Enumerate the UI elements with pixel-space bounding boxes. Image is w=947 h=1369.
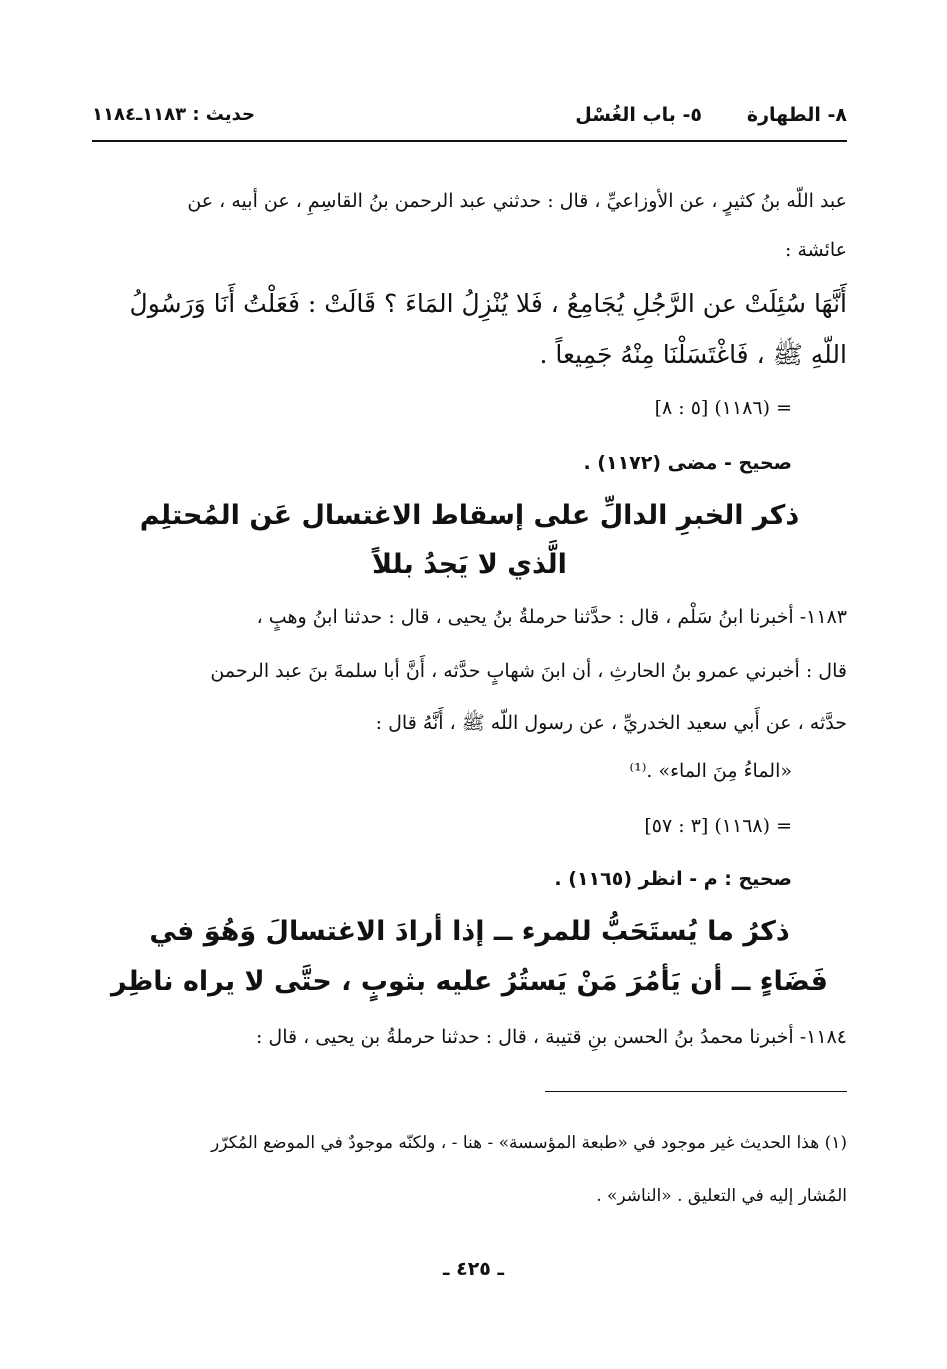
matn-line: اللّهِ ﷺ ، فَاغْتَسَلْنَا مِنْهُ جَمِيعاً . (539, 340, 847, 369)
header-divider (92, 140, 847, 142)
hadith-grade: صحيح : م - انظر (١١٦٥) . (554, 868, 792, 890)
isnad-line: قال : أخبرني عمرو بنُ الحارثِ ، أن ابنَ شهابٍ حدَّثه ، أَنَّ أبا سلمةَ بنَ عبد الرحمن (210, 660, 847, 682)
matn-line: «الماءُ مِنَ الماء» .⁽¹⁾ (629, 760, 792, 782)
chapter-title: ٨- الطهارة (746, 104, 847, 126)
chapter-heading: ذكر الخبرِ الدالِّ على إسقاط الاغتسال عَن المُحتلِم (139, 500, 800, 531)
chapter-heading: ذكرُ ما يُستَحَبُّ للمرء ــ إذا أرادَ الاغتسالَ وَهُوَ في (149, 916, 790, 947)
isnad-line: عائشة : (785, 239, 847, 261)
isnad-line: عبد اللّه بنُ كثيرٍ ، عن الأوزاعيِّ ، قال : حدثني عبد الرحمن بنُ القاسِمِ ، عن أبيه ، عن (187, 190, 847, 212)
running-header (92, 104, 847, 134)
isnad-line: ١١٨٣- أخبرنا ابنُ سَلْم ، قال : حدَّثنا حرملةُ بنُ يحيى ، قال : حدثنا ابنُ وهبٍ ، (256, 606, 847, 628)
isnad-line: حدَّثه ، عن أَبي سعيد الخدريِّ ، عن رسول اللّه ﷺ ، أَنَّهُ قال : (375, 712, 847, 734)
footnote-text: المُشار إليه في التعليق . «الناشر» . (596, 1186, 847, 1206)
footnote-text: (١) هذا الحديث غير موجود في «طبعة المؤسسة» - هنا - ، ولكنّه موجودٌ في الموضع المُكرّر (211, 1133, 847, 1153)
page-number: ـ ٤٢٥ ـ (442, 1258, 504, 1280)
section-title: ٥- باب الغُسْل (575, 104, 702, 126)
cross-reference: = (١١٦٨) [٣ : ٥٧] (644, 815, 792, 837)
matn-line: أَنَّهَا سُئِلَتْ عن الرَّجُلِ يُجَامِعُ ، فَلا يُنْزِلُ المَاءَ ؟ قَالَتْ : فَعَلْتُ أَنَا وَرَسُولُ (129, 289, 847, 318)
cross-reference: = (١١٨٦) [٥ : ٨] (654, 397, 792, 419)
chapter-heading: فَضَاءٍ ــ أن يَأمُرَ مَنْ يَستُرُ عليه بثوبٍ ، حتَّى لا يراه ناظِر (111, 966, 828, 997)
chapter-heading: الَّذي لا يَجدُ بللاً (372, 549, 567, 580)
hadith-range: حديث : ١١٨٣ـ١١٨٤ (92, 104, 255, 125)
isnad-line: ١١٨٤- أخبرنا محمدُ بنُ الحسن بنِ قتيبة ، قال : حدثنا حرملةُ بن يحيى ، قال : (255, 1026, 847, 1048)
footnote-divider (545, 1091, 847, 1092)
hadith-grade: صحيح - مضى (١١٧٢) . (583, 452, 792, 474)
